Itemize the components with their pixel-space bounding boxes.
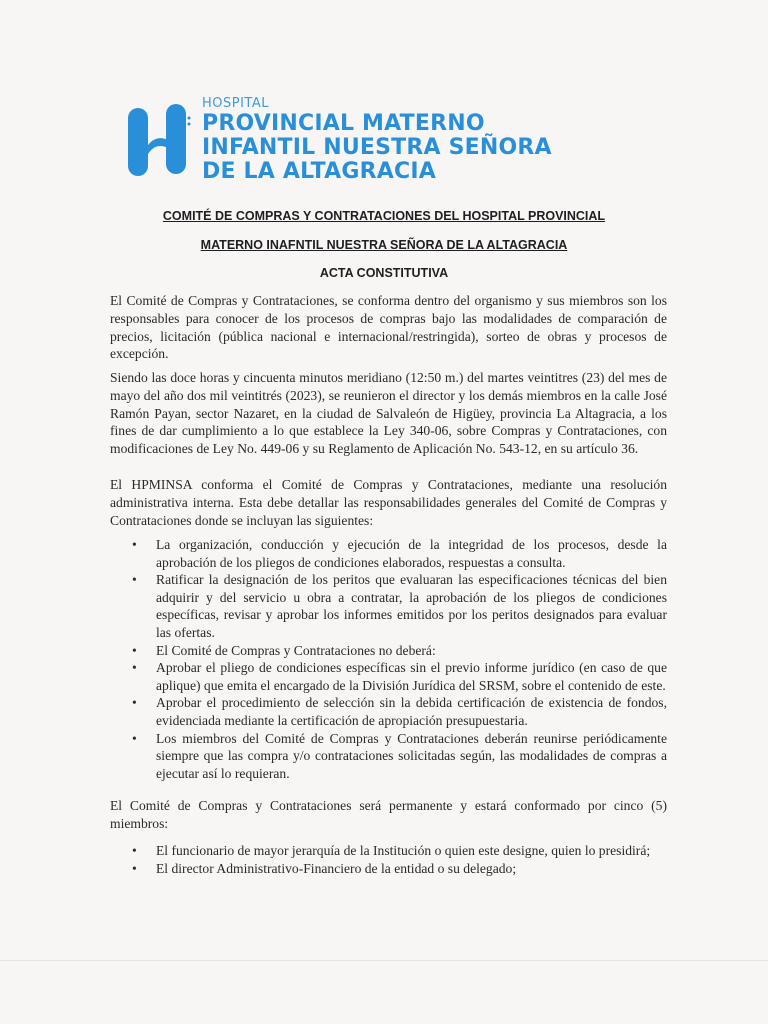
list-item-text: Ratificar la designación de los peritos que evaluaran las especificaciones técnicas del bien adquirir y del servicio u obra a contratar, la aprobación de los pliegos de condiciones específicas, revisar y aprobar los informes emitidos por los peritos designados para evaluar las ofertas. xyxy=(156,572,667,640)
paragraph-members: El Comité de Compras y Contrataciones será permanente y estará conformado por cinco (5) miembros: xyxy=(110,798,667,831)
list-item-text: Los miembros del Comité de Compras y Contrataciones deberán reunirse periódicamente siempre que las compra y/o contrataciones solicitadas según, las modalidades de compras a ejecutar así lo requieran. xyxy=(156,730,667,781)
list-item xyxy=(110,536,667,571)
bullet-icon: • xyxy=(132,642,137,658)
bullet-icon: • xyxy=(132,572,137,588)
bullet-icon: • xyxy=(132,730,137,746)
list-item xyxy=(110,842,667,860)
bullet-icon: • xyxy=(132,537,137,552)
logo-line-1: PROVINCIAL MATERNO xyxy=(202,111,485,136)
list-item xyxy=(110,860,667,878)
list-item xyxy=(110,571,667,641)
list-item-text: Aprobar el procedimiento de selección sin la debida certificación de existencia de fondos, evidenciada mediante la certificación de apropiación presupuestaria. xyxy=(156,695,667,728)
bullet-icon: • xyxy=(132,843,137,858)
document-subtitle xyxy=(0,266,768,280)
document-title-line-2 xyxy=(0,238,768,252)
list-item-text: La organización, conducción y ejecución de la integridad de los procesos, desde la aprobación de los pliegos de condiciones elaborados, respuestas a consulta. xyxy=(156,537,667,570)
bullet-icon: • xyxy=(132,860,137,876)
paragraph-resolution: El HPMINSA conforma el Comité de Compras y Contrataciones, mediante una resolución administrativa interna. Esta debe detallar las responsabilidades generales del Comité de Compras y Contrataciones donde se incluyan las siguientes: xyxy=(110,477,667,528)
document-title-line-1 xyxy=(0,209,768,223)
list-item xyxy=(110,659,667,694)
paragraph-meeting: Siendo las doce horas y cincuenta minutos meridiano (12:50 m.) del martes veintitres (23) del mes de mayo del año dos mil veintitrés (2023), se reunieron el director y los demás miembros en la calle José Ramón Payan, sector Nazaret, en la ciudad de Salvaleón de Higüey, provincia La Altagracia, a los fines de dar cumplimiento a lo que establece la Ley 340-06, sobre Compras y Contrataciones, con modificaciones de Ley No. 449-06 y su Reglamento de Aplicación No. 543-12, en su artículo 36. xyxy=(110,370,667,457)
hospital-logo xyxy=(126,96,566,188)
document-title-line-1-text: COMITÉ DE COMPRAS Y CONTRATACIONES DEL HOSPITAL PROVINCIAL xyxy=(162,209,606,223)
document-title-line-2-text: MATERNO INAFNTIL NUESTRA SEÑORA DE LA ALTAGRACIA xyxy=(200,238,568,252)
logo-line-2: INFANTIL NUESTRA SEÑORA xyxy=(202,135,552,160)
logo-line-3: DE LA ALTAGRACIA xyxy=(202,159,436,184)
list-item-text: El director Administrativo-Financiero de la entidad o su delegado; xyxy=(156,860,517,876)
responsibilities-list xyxy=(110,536,667,782)
list-item xyxy=(110,694,667,729)
paragraph-intro: El Comité de Compras y Contrataciones, se conforma dentro del organismo y sus miembros son los responsables para conocer de los procesos de compras bajo las modalidades de comparación de precios, licitación (pública nacional e internacional/restringida), sorteo de obras y procesos de excepción. xyxy=(110,293,667,362)
hospital-h-logo-icon xyxy=(126,104,192,178)
logo-small-text: HOSPITAL xyxy=(202,96,270,111)
bullet-icon: • xyxy=(132,660,137,676)
list-item xyxy=(110,642,667,660)
list-item xyxy=(110,730,667,783)
list-item-text: El Comité de Compras y Contrataciones no deberá: xyxy=(156,642,436,658)
list-item-text: El funcionario de mayor jerarquía de la Institución o quien este designe, quien lo presidirá; xyxy=(156,843,651,858)
list-item-text: Aprobar el pliego de condiciones específicas sin el previo informe jurídico (en caso de que aplique) que emita el encargado de la División Jurídica del SRSM, sobre el contenido de este. xyxy=(156,660,667,693)
document-subtitle-text: ACTA CONSTITUTIVA xyxy=(319,266,449,280)
logo-wordmark xyxy=(202,96,552,184)
page-divider xyxy=(0,960,768,961)
members-list xyxy=(110,842,667,877)
bullet-icon: • xyxy=(132,695,137,711)
